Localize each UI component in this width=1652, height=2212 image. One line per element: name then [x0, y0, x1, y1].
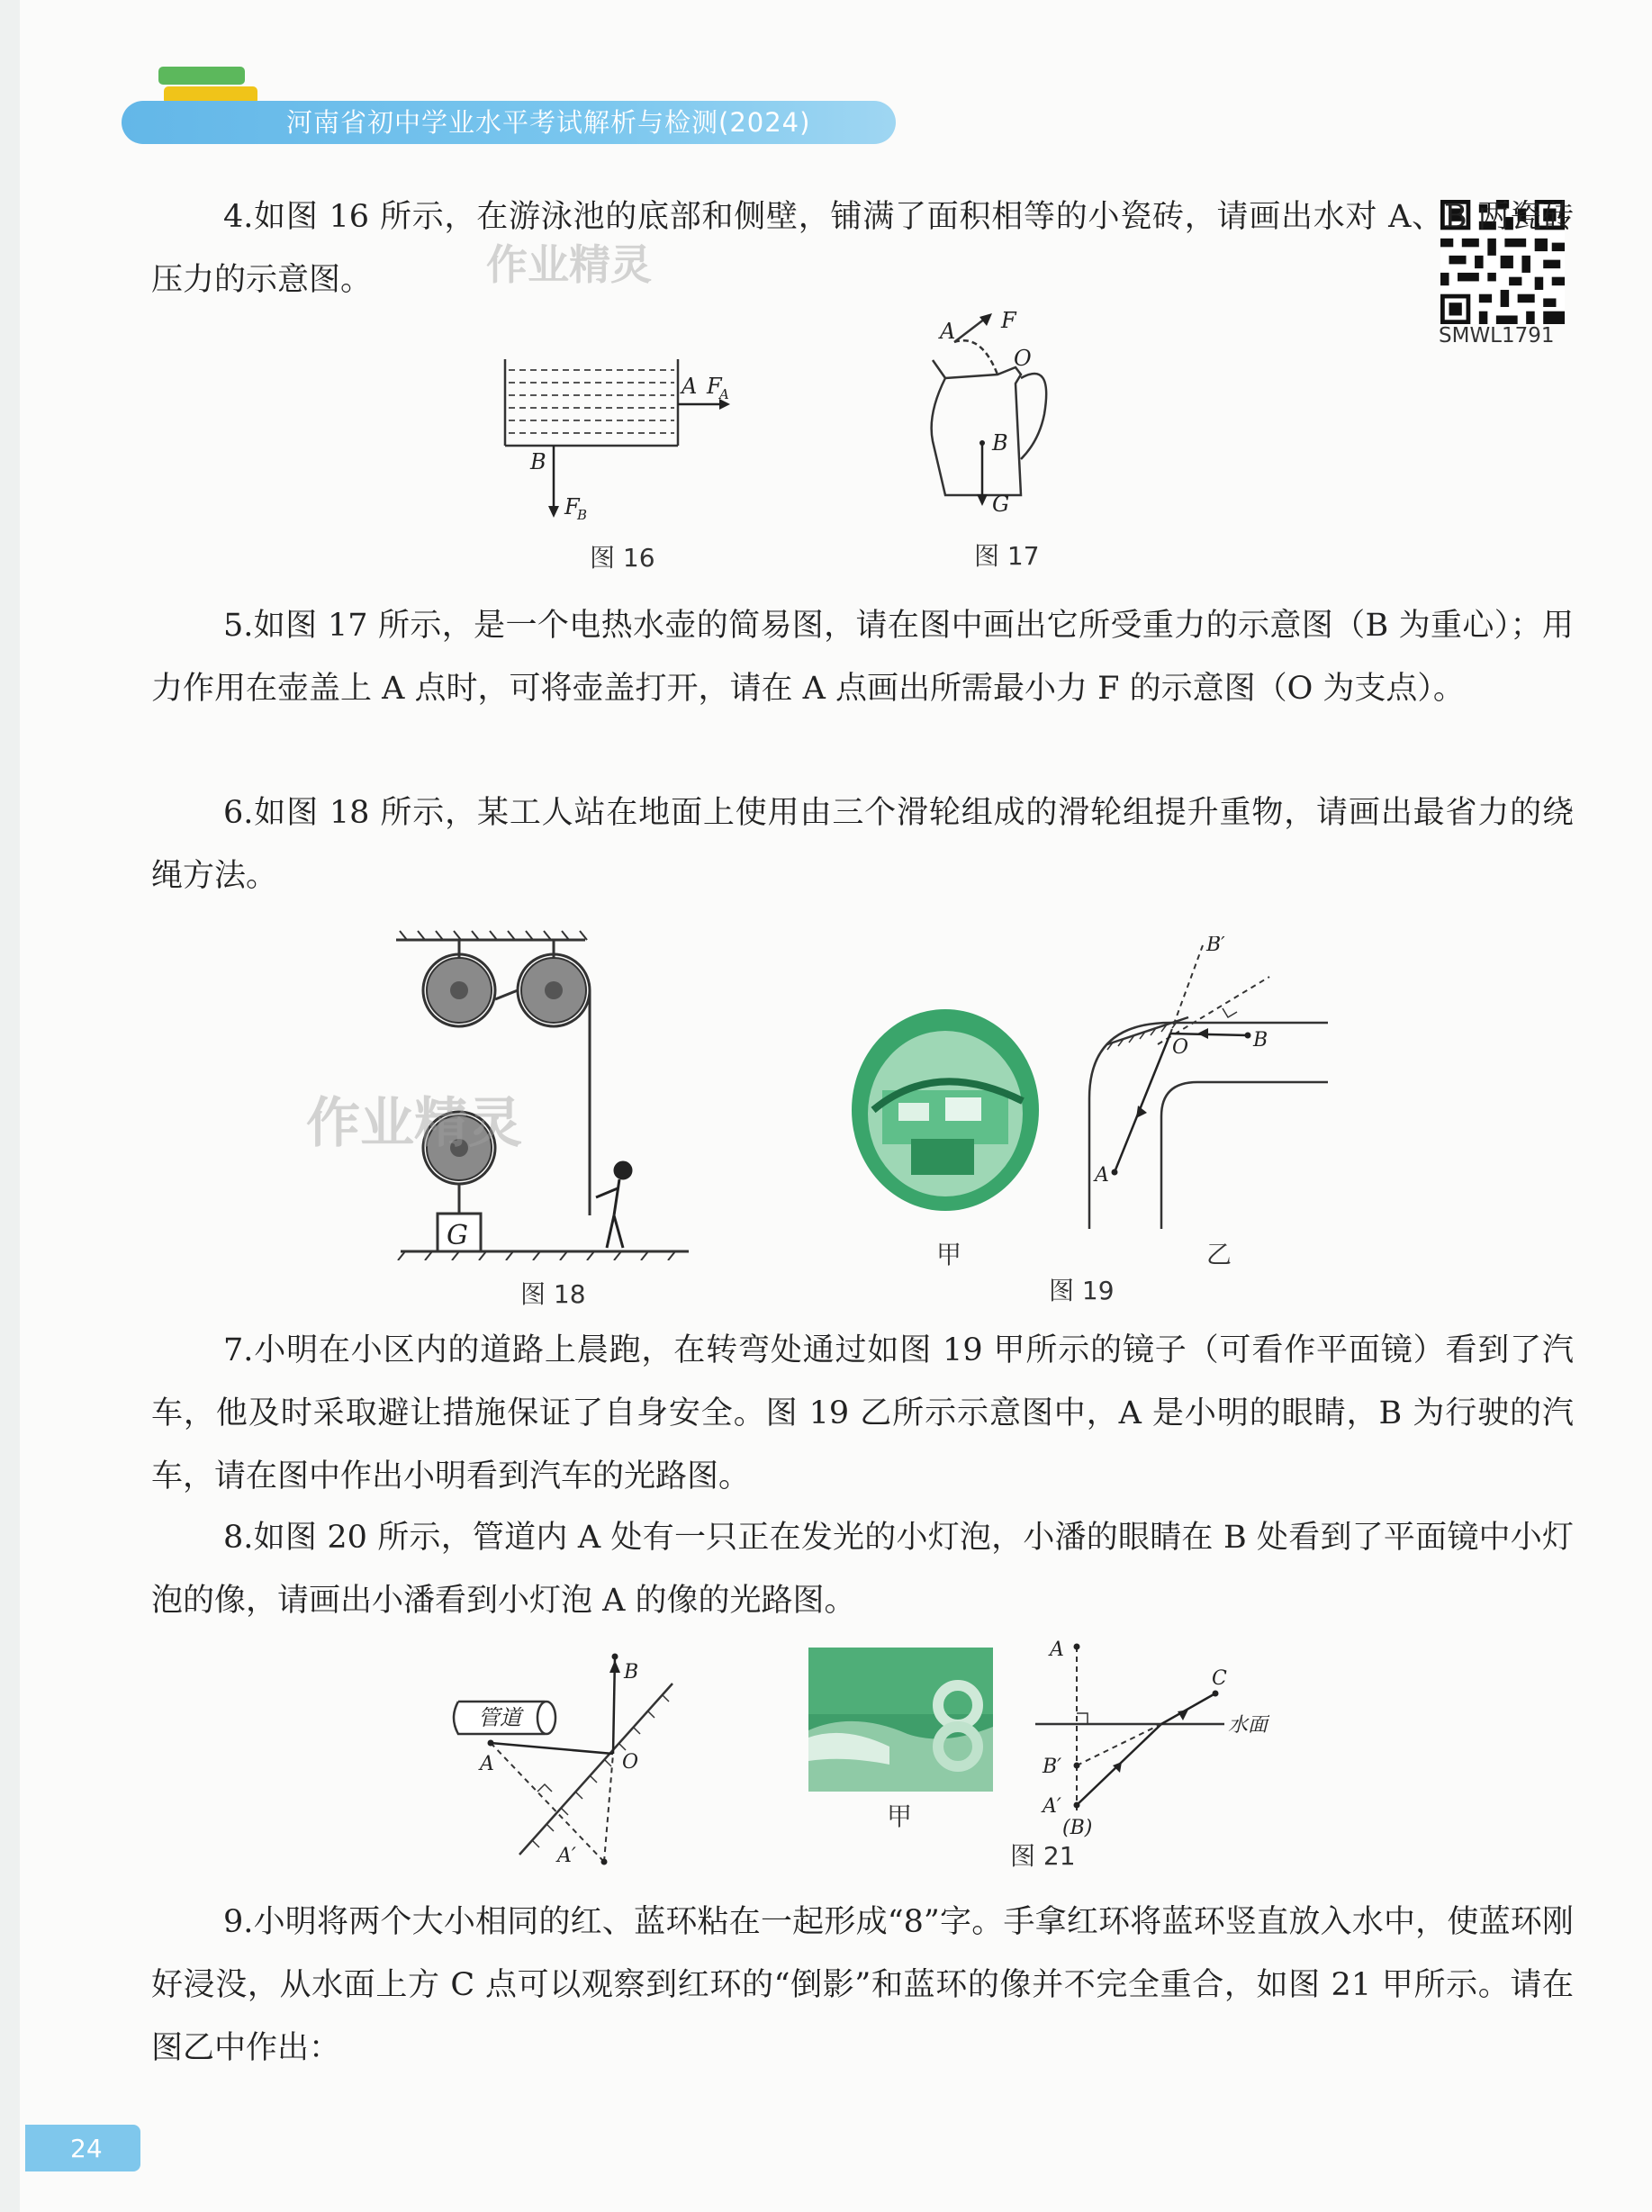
label-b: B	[1253, 1029, 1268, 1052]
label-fa-sub: A	[719, 386, 729, 402]
question-6: 6.如图 18 所示，某工人站在地面上使用由三个滑轮组成的滑轮组提升重物，请画出最省力的绕绳方法。	[151, 795, 1574, 894]
watermark: 作业精灵	[486, 240, 652, 289]
label-o: O	[1014, 346, 1032, 371]
figure-19-sub-right: 乙	[1206, 1240, 1232, 1269]
figure-19-sub-left: 甲	[936, 1240, 962, 1269]
question-7: 7.小明在小区内的道路上晨跑，在转弯处通过如图 19 甲所示的镜子（可看作平面镜）看到了汽车，他及时采取避让措施保证了自身安全。图 19 乙所示示意图中，A 是小明的眼睛，B 为行驶的汽车，请在图中作出小明看到汽车的光路图。	[151, 1332, 1574, 1494]
worker-icon	[596, 1162, 631, 1248]
figure-19-mirror-photo	[846, 1004, 1053, 1220]
label-g: G	[447, 1220, 468, 1251]
page-number: 24	[70, 2134, 103, 2163]
figure-17	[927, 306, 1080, 531]
label-a: A	[940, 319, 956, 344]
figure-16-caption: 图 16	[590, 543, 655, 573]
label-water: 水面	[1228, 1714, 1268, 1737]
label-f: F	[1001, 308, 1016, 333]
figure-19-caption: 图 19	[1049, 1276, 1115, 1305]
label-fb-sub: B	[577, 507, 588, 523]
question-9: 9.小明将两个大小相同的红、蓝环粘在一起形成“8”字。手拿红环将蓝环竖直放入水中，使蓝环刚好浸没，从水面上方 C 点可以观察到红环的“倒影”和蓝环的像并不完全重合，如图 21 甲所示。请在图乙中作出：	[151, 1904, 1574, 2066]
label-a: A	[682, 374, 698, 399]
qr-code-label: SMWL1791	[1439, 324, 1555, 348]
label-a-prime: A′	[557, 1845, 576, 1867]
label-a: A	[1050, 1639, 1064, 1661]
label-a-prime: A′	[1043, 1795, 1061, 1818]
watermark: 作业精灵	[306, 1092, 522, 1155]
figure-21-caption: 图 21	[1010, 1841, 1076, 1871]
figure-21-sub-left: 甲	[887, 1801, 913, 1831]
label-fb: F	[564, 494, 580, 519]
question-5: 5.如图 17 所示，是一个电热水壶的简易图，请在图中画出它所受重力的示意图（B 为重心）；用力作用在壶盖上 A 点时，可将壶盖打开，请在 A 点画出所需最小力 F 的示意图（O 为支点）。	[151, 608, 1574, 707]
question-8: 8.如图 20 所示，管道内 A 处有一只正在发光的小灯泡，小潘的眼睛在 B 处看到了平面镜中小灯泡的像，请画出小潘看到小灯泡 A 的像的光路图。	[151, 1520, 1574, 1619]
figure-21-rings-photo	[808, 1648, 993, 1792]
label-a: A	[1095, 1164, 1109, 1187]
label-fa: F	[707, 374, 722, 399]
figure-17-caption: 图 17	[974, 541, 1040, 571]
label-b: (B)	[1062, 1817, 1093, 1839]
label-o: O	[622, 1751, 639, 1774]
label-pipe: 管道	[478, 1705, 521, 1730]
figure-19-diagram	[1071, 936, 1332, 1233]
figure-18-caption: 图 18	[520, 1279, 586, 1309]
header-title: 河南省初中学业水平考试解析与检测(2024)	[286, 107, 811, 138]
figure-20	[446, 1648, 689, 1873]
figure-21-diagram	[1026, 1634, 1269, 1841]
label-c: C	[1212, 1667, 1227, 1690]
label-b: B	[530, 449, 546, 474]
label-a: A	[480, 1753, 494, 1775]
label-b: B	[624, 1661, 639, 1684]
figure-16	[491, 347, 761, 540]
label-o: O	[1172, 1036, 1189, 1059]
label-b-prime: B′	[1206, 936, 1226, 956]
label-g: G	[992, 492, 1010, 517]
page-edge	[0, 0, 20, 2212]
question-4: 4.如图 16 所示，在游泳池的底部和侧壁，铺满了面积相等的小瓷砖，请画出水对 A、B 两瓷砖压力的示意图。	[151, 199, 1574, 298]
label-b: B	[992, 430, 1008, 456]
label-b-prime: B′	[1043, 1756, 1062, 1778]
